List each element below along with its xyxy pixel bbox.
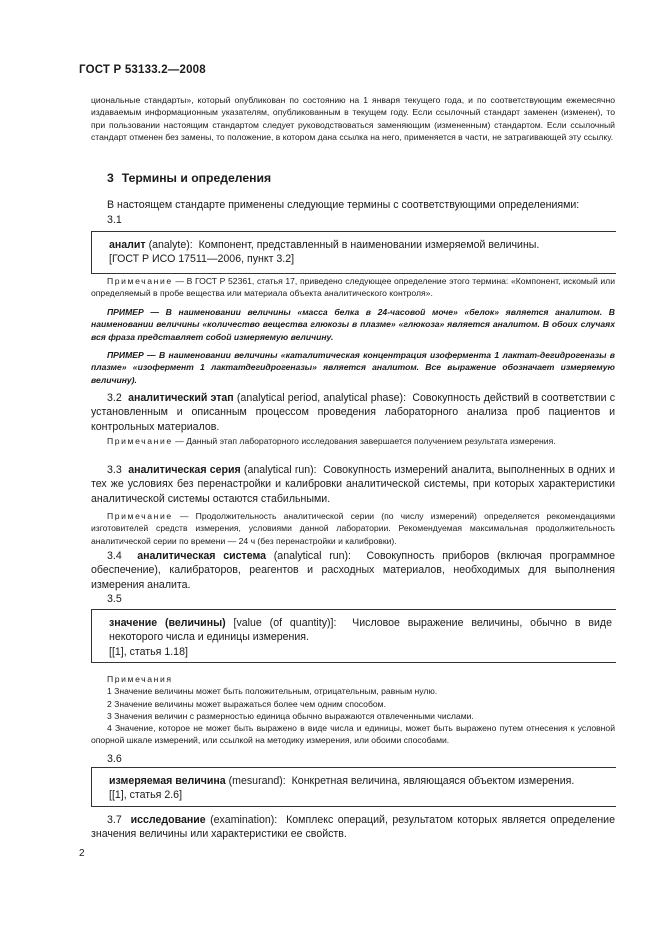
note-item: 3 Значения величин с размерностью единица обычно выражаются отвлеченными числами. xyxy=(107,710,474,721)
term-3-2-note: Примечание — Данный этап лабораторного исследования завершается получением результата измерения. xyxy=(107,436,556,446)
section-title: Термины и определения xyxy=(121,171,272,185)
note-item: 2 Значение величины может выражаться более чем одним способом. xyxy=(107,698,386,709)
term-3-1-number: 3.1 xyxy=(107,214,122,226)
term-3-5-term: значение (величины) xyxy=(109,617,226,629)
term-3-6-reference: [[1], статья 2.6] xyxy=(109,789,183,802)
term-3-5-box xyxy=(91,609,616,663)
term-3-6-term: измеряемая величина xyxy=(109,775,226,787)
term-3-1-box xyxy=(91,231,616,274)
term-3-2: 3.2 аналитический этап (analytical period, analytical phase): Совокупность действий в соответствии с установленным и описанным процессом проведения лабораторного анализа проб пациентов и контрольных материалов. xyxy=(91,392,615,433)
document-header: ГОСТ Р 53133.2—2008 xyxy=(79,64,206,76)
term-3-6-definition: Конкретная величина, являющаяся объектом измерения. xyxy=(291,775,575,787)
term-3-5-number: 3.5 xyxy=(107,593,122,605)
term-3-1-note: Примечание — В ГОСТ Р 52361, статья 17, приведено следующее определение этого термина: «Компонент, искомый или определяемый в пробе вещества или материала объекта аналитического контроля». xyxy=(91,276,615,299)
term-3-1-reference: [ГОСТ Р ИСО 17511—2006, пункт 3.2] xyxy=(109,253,295,266)
term-3-3-note: Примечание — Продолжительность аналитической серии (по числу измерений) определяется рекомендациями изготовителей средств измерения, условиями данной лаборатории. Рекомендуемая максимальная продолжительность аналитической серии по времени — 24 ч (без перенастройки и калибровки). xyxy=(91,511,616,546)
term-3-7: 3.7 исследование (examination): Комплекс операций, результатом которых является определение значения величины или характеристики ее свойств. xyxy=(91,814,615,841)
intro-paragraph: циональные стандарты», который опубликован по состоянию на 1 января текущего года, и по соответствующим ежемесячно издаваемым информационным указателям, опубликованным в текущем году. Если ссылочный стандарт заменен (изменен), то при пользовании настоящим стандартом следует руководствоваться заменяющим (измененным) стандартом. Если ссылочный стандарт отменен без замены, то положение, в котором дана ссылка на него, применяется в части, не затрагивающей эту ссылку. xyxy=(91,95,615,142)
term-3-3: 3.3 аналитическая серия (analytical run): Совокупность измерений аналита, выполненных в одних и тех же условиях без перенастройки и калибровки аналитической системы, при которых характеристики аналитической системы остаются стабильными. xyxy=(91,464,615,505)
term-3-1-term: аналит xyxy=(109,239,146,251)
term-3-5-english: [value (of quantity)]: xyxy=(233,617,337,629)
note-item: 4 Значение, которое не может быть выражено в виде числа и единицы, может быть выражено путем отнесения к условной опорной шкале измерений, или ссылкой на методику измерения, или обоими способами. xyxy=(91,723,615,746)
term-3-6-box xyxy=(91,767,616,807)
term-3-5-definition: Числовое выражение величины, обычно в виде некоторого числа и единицы измерения. xyxy=(109,617,612,644)
term-3-1-english: (analyte): xyxy=(148,239,193,251)
term-3-1-example-1: ПРИМЕР — В наименовании величины «масса белка в 24-часовой моче» «белок» является аналитом. В наименовании величины «количество вещества глюкозы в плазме» «глюкоза» является аналитом. В обоих случаях вся фраза представляет собой измеряемую величину. xyxy=(91,307,615,342)
term-3-6-english: (mesurand): xyxy=(228,775,286,787)
section-heading xyxy=(107,171,279,185)
section-intro: В настоящем стандарте применены следующие термины с соответствующими определениями: xyxy=(107,199,580,211)
term-3-1-definition: Компонент, представленный в наименовании измеряемой величины. xyxy=(198,239,540,251)
section-number: 3 xyxy=(107,171,114,185)
note-item: 1 Значение величины может быть положительным, отрицательным, равным нулю. xyxy=(107,686,438,697)
page-number: 2 xyxy=(79,848,85,859)
term-3-1-example-2: ПРИМЕР — В наименовании величины «каталитическая концентрация изофермента 1 лактат-дегидрогеназы в плазме» «изофермент 1 лактатдегидрогеназы» является аналитом. Все выражение обозначает измеряемую величину). xyxy=(91,350,615,385)
term-3-6-number: 3.6 xyxy=(107,753,122,765)
term-3-5-reference: [[1], статья 1.18] xyxy=(109,645,188,658)
term-3-4: 3.4 аналитическая система (analytical run): Совокупность приборов (включая программное обеспечение), калибраторов, реагентов и расходных материалов, необходимых для выполнения измерения аналита. xyxy=(91,550,615,591)
notes-label: Примечания xyxy=(107,674,173,684)
term-3-5-notes xyxy=(107,673,615,722)
